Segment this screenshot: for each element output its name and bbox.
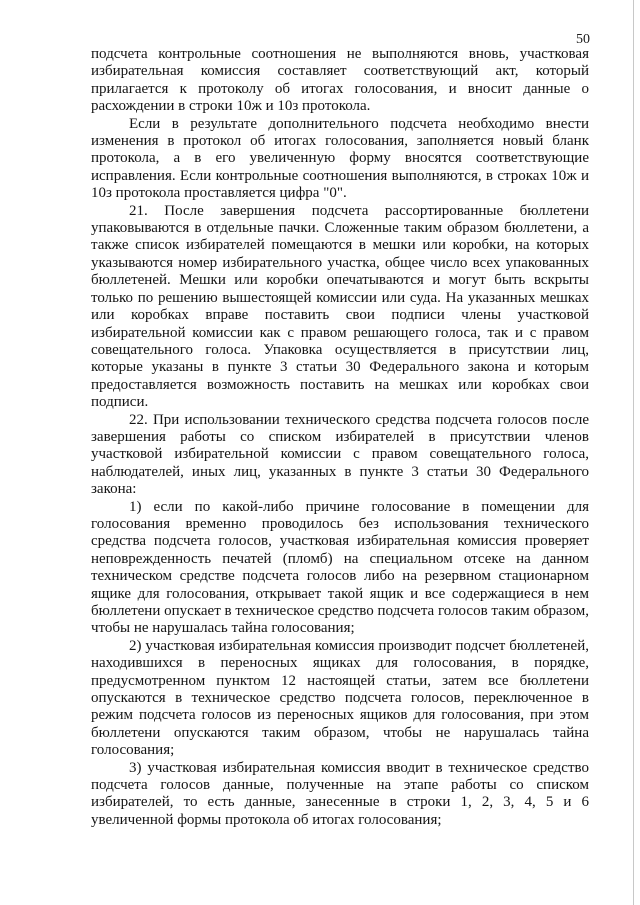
document-body: [91, 46, 589, 829]
paragraph-subitem-1: 1) если по какой-либо причине голосование в помещении для голосования временно проводилось без использования технического средства подсчета голосов, участковая избирательная комиссия проверяет неповрежденность печатей (пломб) на специальном отсеке на данном техническом средстве подсчета голосов либо на резервном стационарном ящике для голосования, открывает такой ящик и все содержащиеся в нем бюллетени опускает в техническое средство подсчета голосов таким образом, чтобы не нарушалась тайна голосования;: [91, 498, 589, 637]
paragraph-item-22: 22. При использовании технического средства подсчета голосов после завершения работы со списком избирателей в присутствии членов участковой избирательной комиссии с правом совещательного голоса, наблюдателей, иных лиц, указанных в пункте 3 статьи 30 Федерального закона:: [91, 411, 589, 498]
paragraph-subitem-2: 2) участковая избирательная комиссия производит подсчет бюллетеней, находившихся в переносных ящиках для голосования, в порядке, предусмотренном пунктом 12 настоящей статьи, затем все бюллетени опускаются в техническое средство подсчета голосов, переключенное в режим подсчета голосов из переносных ящиков для голосования, при этом бюллетени опускаются таким образом, чтобы не нарушалась тайна голосования;: [91, 637, 589, 759]
paragraph-recount-changes: Если в результате дополнительного подсчета необходимо внести изменения в протокол об итогах голосования, заполняется новый бланк протокола, а в его увеличенную форму вносятся соответствующие исправления. Если контрольные соотношения выполняются, в строках 10ж и 10з протокола проставляется цифра "0".: [91, 115, 589, 202]
paragraph-continuation: подсчета контрольные соотношения не выполняются вновь, участковая избирательная комиссия составляет соответствующий акт, который прилагается к протоколу об итогах голосования, и вносит данные о расхождении в строки 10ж и 10з протокола.: [91, 46, 589, 115]
paragraph-item-21: 21. После завершения подсчета рассортированные бюллетени упаковываются в отдельные пачки. Сложенные таким образом бюллетени, а также список избирателей помещаются в мешки или коробки, на которых указываются номер избирательного участка, общее число всех упакованных бюллетеней. Мешки или коробки опечатываются и могут быть вскрыты только по решению вышестоящей комиссии или суда. На указанных мешках или коробках вправе поставить свои подписи члены участковой избирательной комиссии как с правом решающего голоса, так и с правом совещательного голоса. Упаковка осуществляется в присутствии лиц, которые указаны в пункте 3 статьи 30 Федерального закона и которым предоставляется возможность поставить на мешках или коробках свои подписи.: [91, 202, 589, 411]
page-edge-line: [633, 0, 634, 905]
paragraph-subitem-3: 3) участковая избирательная комиссия вводит в техническое средство подсчета голосов данные, полученные на этапе работы со списком избирателей, то есть данные, занесенные в строки 1, 2, 3, 4, 5 и 6 увеличенной формы протокола об итогах голосования;: [91, 759, 589, 828]
page-number: 50: [576, 32, 590, 47]
